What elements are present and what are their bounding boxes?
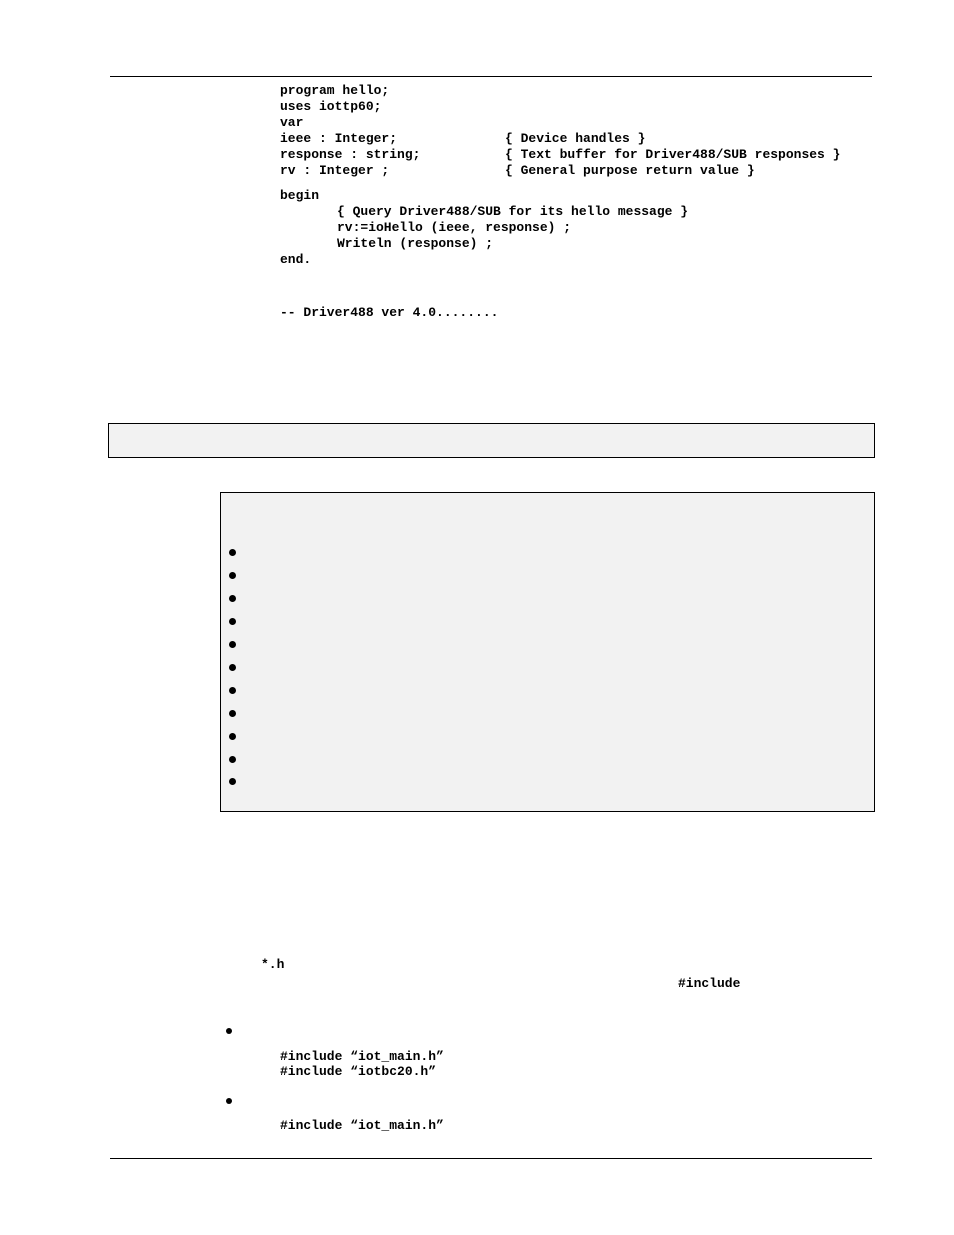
bullet-icon — [229, 641, 236, 648]
include-line: #include “iot_main.h” — [280, 1118, 444, 1133]
bullet-icon — [229, 710, 236, 717]
code-comment: { Text buffer for Driver488/SUB responses } — [505, 147, 841, 162]
code-line: var — [280, 115, 304, 130]
include-line: #include “iotbc20.h” — [280, 1064, 437, 1079]
code-line: rv:=ioHello (ieee, response) ; — [337, 220, 572, 235]
include-line: #include “iot_main.h” — [280, 1049, 444, 1064]
code-line: response : string; — [280, 147, 421, 162]
top-rule — [110, 76, 872, 77]
code-comment: { General purpose return value } — [505, 163, 755, 178]
bullet-icon — [229, 618, 236, 625]
code-line: Writeln (response) ; — [337, 236, 494, 251]
bullet-icon — [229, 664, 236, 671]
include-keyword: #include — [678, 976, 741, 991]
section-banner — [108, 423, 875, 458]
code-comment: { Device handles } — [505, 131, 646, 146]
code-line: program hello; — [280, 83, 390, 98]
bullet-icon — [229, 778, 236, 785]
bottom-rule — [110, 1158, 872, 1159]
bullet-icon — [229, 549, 236, 556]
code-line: end. — [280, 252, 312, 267]
bullet-icon — [229, 687, 236, 694]
function-list-panel — [220, 492, 875, 812]
program-output: -- Driver488 ver 4.0........ — [280, 305, 499, 320]
bullet-icon — [229, 733, 236, 740]
header-extension: *.h — [261, 957, 285, 972]
bullet-icon — [229, 756, 236, 763]
code-line: begin — [280, 188, 320, 203]
bullet-icon — [229, 572, 236, 579]
bullet-icon — [226, 1098, 232, 1104]
code-line: ieee : Integer; — [280, 131, 398, 146]
bullet-icon — [229, 595, 236, 602]
code-line: { Query Driver488/SUB for its hello message } — [337, 204, 689, 219]
code-line: rv : Integer ; — [280, 163, 390, 178]
code-line: uses iottp60; — [280, 99, 382, 114]
bullet-icon — [226, 1028, 232, 1034]
